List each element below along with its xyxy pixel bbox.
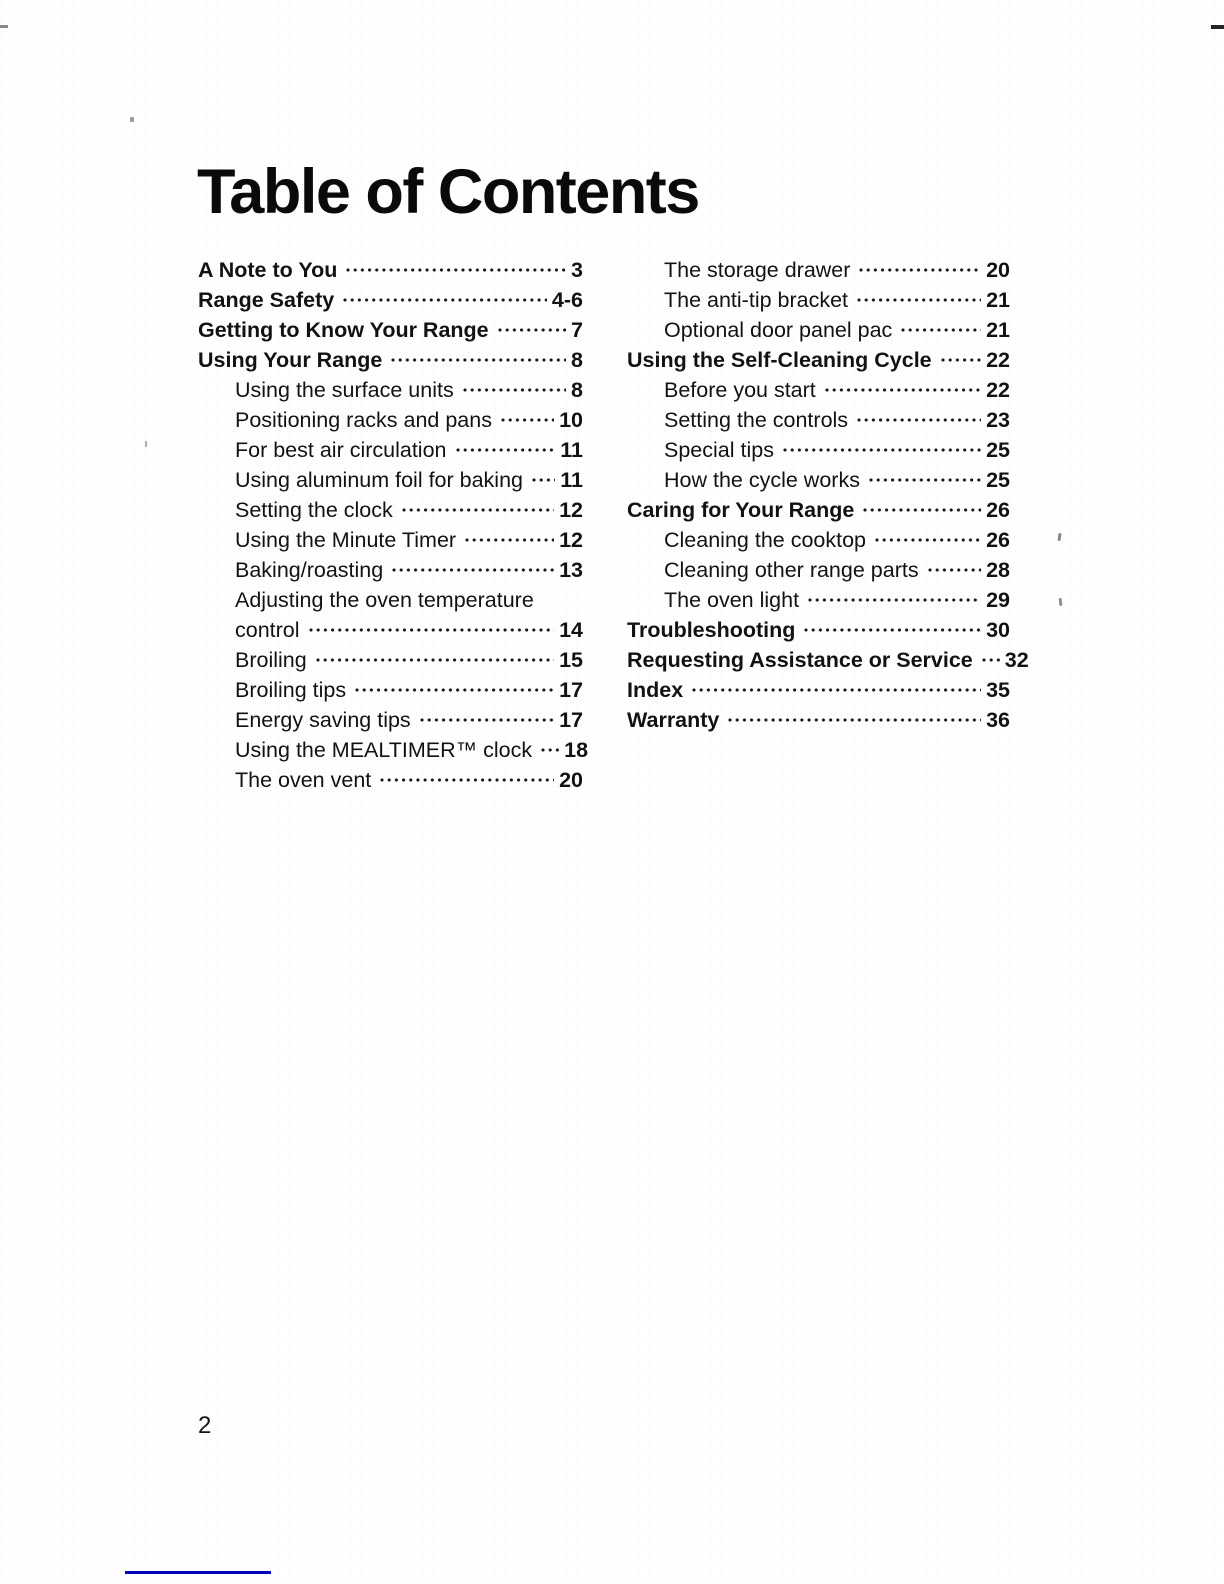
toc-entry <box>627 525 1010 555</box>
toc-entry <box>198 735 589 765</box>
toc-entry-label: Before you start <box>664 378 816 402</box>
toc-entry-label: Using the Minute Timer <box>235 528 457 552</box>
toc-entry-label: Troubleshooting <box>627 618 796 642</box>
toc-entry-page: 22 <box>986 348 1010 372</box>
scan-artifact-speck <box>1057 533 1061 541</box>
toc-entry-label: Warranty <box>627 708 720 732</box>
toc-entry-page: 28 <box>986 558 1010 582</box>
toc-entry-page: 32 <box>1004 648 1029 672</box>
toc-entry-label: Cleaning other range parts <box>664 558 919 582</box>
toc-entry-page: 29 <box>986 588 1010 612</box>
toc-entry-page: 14 <box>559 618 583 642</box>
toc-entry-page: 8 <box>571 378 583 402</box>
toc-entry <box>627 255 1010 285</box>
toc-entry <box>627 345 1010 375</box>
toc-entry-label: Using the surface units <box>235 378 454 402</box>
toc-entry-page: 10 <box>559 408 583 432</box>
toc-entry <box>198 465 583 495</box>
toc-entry-page: 12 <box>559 528 583 552</box>
toc-entry-label: Getting to Know Your Range <box>198 318 489 342</box>
toc-entry <box>627 495 1010 525</box>
toc-entry-label: Broiling <box>235 648 307 672</box>
toc-entry-label: Range Safety <box>198 288 335 312</box>
toc-entry <box>627 705 1010 735</box>
toc-entry-page: 23 <box>986 408 1010 432</box>
toc-entry-label: Special tips <box>664 438 774 462</box>
toc-entry <box>198 255 583 285</box>
toc-entry-label: The oven vent <box>235 768 372 792</box>
toc-entry-label: Using Your Range <box>198 348 383 372</box>
toc-entry-page: 3 <box>571 258 583 282</box>
toc-entry-page: 17 <box>559 678 583 702</box>
toc-entry-page: 8 <box>571 348 583 372</box>
scan-artifact-speck <box>130 117 134 122</box>
toc-entry <box>627 585 1010 615</box>
toc-entry-label: Using the MEALTIMER™ clock <box>235 738 533 762</box>
toc-entry <box>627 645 1029 675</box>
toc-entry-label: For best air circulation <box>235 438 447 462</box>
toc-entry-page: 12 <box>559 498 583 522</box>
toc-entry <box>627 465 1010 495</box>
toc-entry-label: The storage drawer <box>664 258 851 282</box>
toc-entry-page: 20 <box>986 258 1010 282</box>
toc-entry-label: Requesting Assistance or Service <box>627 648 973 672</box>
toc-entry <box>627 555 1010 585</box>
toc-entry-label: Broiling tips <box>235 678 347 702</box>
toc-entry <box>627 675 1010 705</box>
toc-entry-label: Using aluminum foil for baking <box>235 468 523 492</box>
toc-entry-label: Energy saving tips <box>235 708 411 732</box>
toc-entry-page: 17 <box>559 708 583 732</box>
toc-entry-label: A Note to You <box>198 258 338 282</box>
toc-entry-label-line1: Adjusting the oven temperature <box>235 588 534 612</box>
toc-entry-page: 20 <box>559 768 583 792</box>
toc-entry-page: 25 <box>986 468 1010 492</box>
toc-entry <box>627 615 1010 645</box>
toc-entry <box>198 375 583 405</box>
toc-entry-label: The anti-tip bracket <box>664 288 849 312</box>
toc-entry-label: Index <box>627 678 684 702</box>
toc-entry-page: 11 <box>560 438 583 462</box>
toc-entry-label: Cleaning the cooktop <box>664 528 867 552</box>
toc-entry <box>627 405 1010 435</box>
toc-entry-page: 25 <box>986 438 1010 462</box>
toc-entry-page: 26 <box>986 498 1010 522</box>
toc-entry-label: Optional door panel pac <box>664 318 893 342</box>
toc-entry-label: Positioning racks and pans <box>235 408 492 432</box>
toc-entry <box>198 315 583 345</box>
toc-entry-page: 30 <box>986 618 1010 642</box>
toc-entry-page: 13 <box>559 558 583 582</box>
toc-left-column <box>198 255 589 795</box>
toc-entry-label: The oven light <box>664 588 800 612</box>
page-title: Table of Contents <box>197 157 699 227</box>
toc-entry-page: 11 <box>560 468 583 492</box>
toc-entry <box>198 675 583 705</box>
toc-entry <box>627 435 1010 465</box>
toc-entry <box>198 765 583 795</box>
scan-artifact-speck <box>1059 598 1063 606</box>
toc-entry-page: 26 <box>986 528 1010 552</box>
toc-entry <box>198 495 583 525</box>
toc-entry <box>627 315 1010 345</box>
toc-entry <box>627 285 1010 315</box>
toc-entry-label: Using the Self-Cleaning Cycle <box>627 348 932 372</box>
toc-entry-label: Caring for Your Range <box>627 498 855 522</box>
toc-entry <box>198 435 583 465</box>
toc-entry-label: How the cycle works <box>664 468 860 492</box>
toc-entry-page: 7 <box>571 318 583 342</box>
toc-entry-label: Setting the controls <box>664 408 849 432</box>
toc-entry-page: 15 <box>559 648 583 672</box>
footer-rule <box>125 1571 271 1574</box>
toc-entry-page: 22 <box>986 378 1010 402</box>
toc-entry-label: Setting the clock <box>235 498 393 522</box>
toc-entry-page: 21 <box>986 288 1010 312</box>
toc-entry <box>198 525 583 555</box>
scan-artifact-top-left-dash <box>0 25 8 28</box>
table-of-contents <box>198 255 1029 795</box>
toc-right-column <box>627 255 1029 795</box>
toc-entry-page: 36 <box>986 708 1010 732</box>
toc-entry-page: 18 <box>564 738 589 762</box>
page-number: 2 <box>198 1412 212 1439</box>
scan-artifact-top-right-dash <box>1211 25 1224 29</box>
toc-entry <box>198 585 583 645</box>
toc-entry <box>198 345 583 375</box>
toc-entry-page: 21 <box>986 318 1010 342</box>
toc-entry-page: 35 <box>986 678 1010 702</box>
toc-entry-label: control <box>235 618 300 642</box>
scan-artifact-speck <box>145 441 147 447</box>
toc-entry <box>198 555 583 585</box>
toc-entry <box>198 405 583 435</box>
toc-entry <box>198 705 583 735</box>
toc-entry-label: Baking/roasting <box>235 558 384 582</box>
toc-entry <box>198 645 583 675</box>
toc-entry <box>198 285 583 315</box>
toc-entry <box>627 375 1010 405</box>
toc-entry-page: 4-6 <box>551 288 583 312</box>
